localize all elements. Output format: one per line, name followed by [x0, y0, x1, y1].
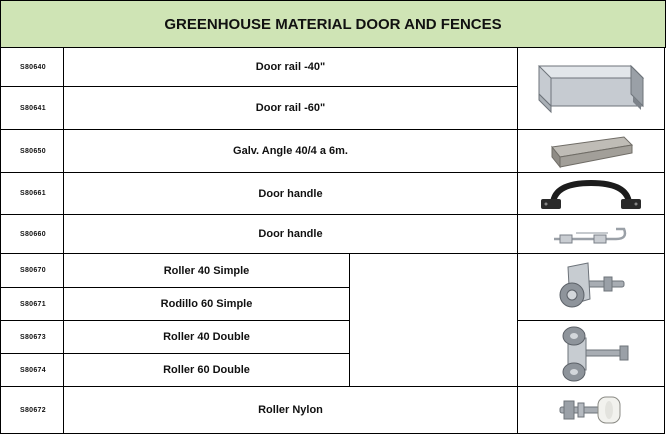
galv-angle-image [517, 129, 665, 173]
row-description: Galv. Angle 40/4 a 6m. [63, 129, 518, 173]
row-description: Door rail -60" [63, 86, 518, 130]
row-code: S80674 [0, 353, 64, 387]
row-code: S80671 [0, 287, 64, 321]
row-description: Rodillo 60 Simple [63, 287, 350, 321]
row-description: Door handle [63, 172, 518, 215]
door-handle-small-image [517, 214, 665, 254]
table-title: GREENHOUSE MATERIAL DOOR AND FENCES [0, 0, 666, 48]
roller-nylon-image [517, 386, 665, 434]
row-code: S80641 [0, 86, 64, 130]
row-code: S80670 [0, 253, 64, 288]
row-code: S80640 [0, 47, 64, 87]
row-code: S80672 [0, 386, 64, 434]
row-description: Roller 40 Simple [63, 253, 350, 288]
row-description: Door rail -40" [63, 47, 518, 87]
row-code: S80650 [0, 129, 64, 173]
door-rail-image [517, 47, 665, 130]
roller-double-image [517, 320, 665, 387]
row-description: Roller 60 Double [63, 353, 350, 387]
row-description: Roller Nylon [63, 386, 518, 434]
row-code: S80673 [0, 320, 64, 354]
row-description: Roller 40 Double [63, 320, 350, 354]
row-code: S80660 [0, 214, 64, 254]
row-code: S80661 [0, 172, 64, 215]
roller-simple-image [517, 253, 665, 321]
empty-cell [349, 253, 518, 387]
row-description: Door handle [63, 214, 518, 254]
door-handle-large-image [517, 172, 665, 215]
